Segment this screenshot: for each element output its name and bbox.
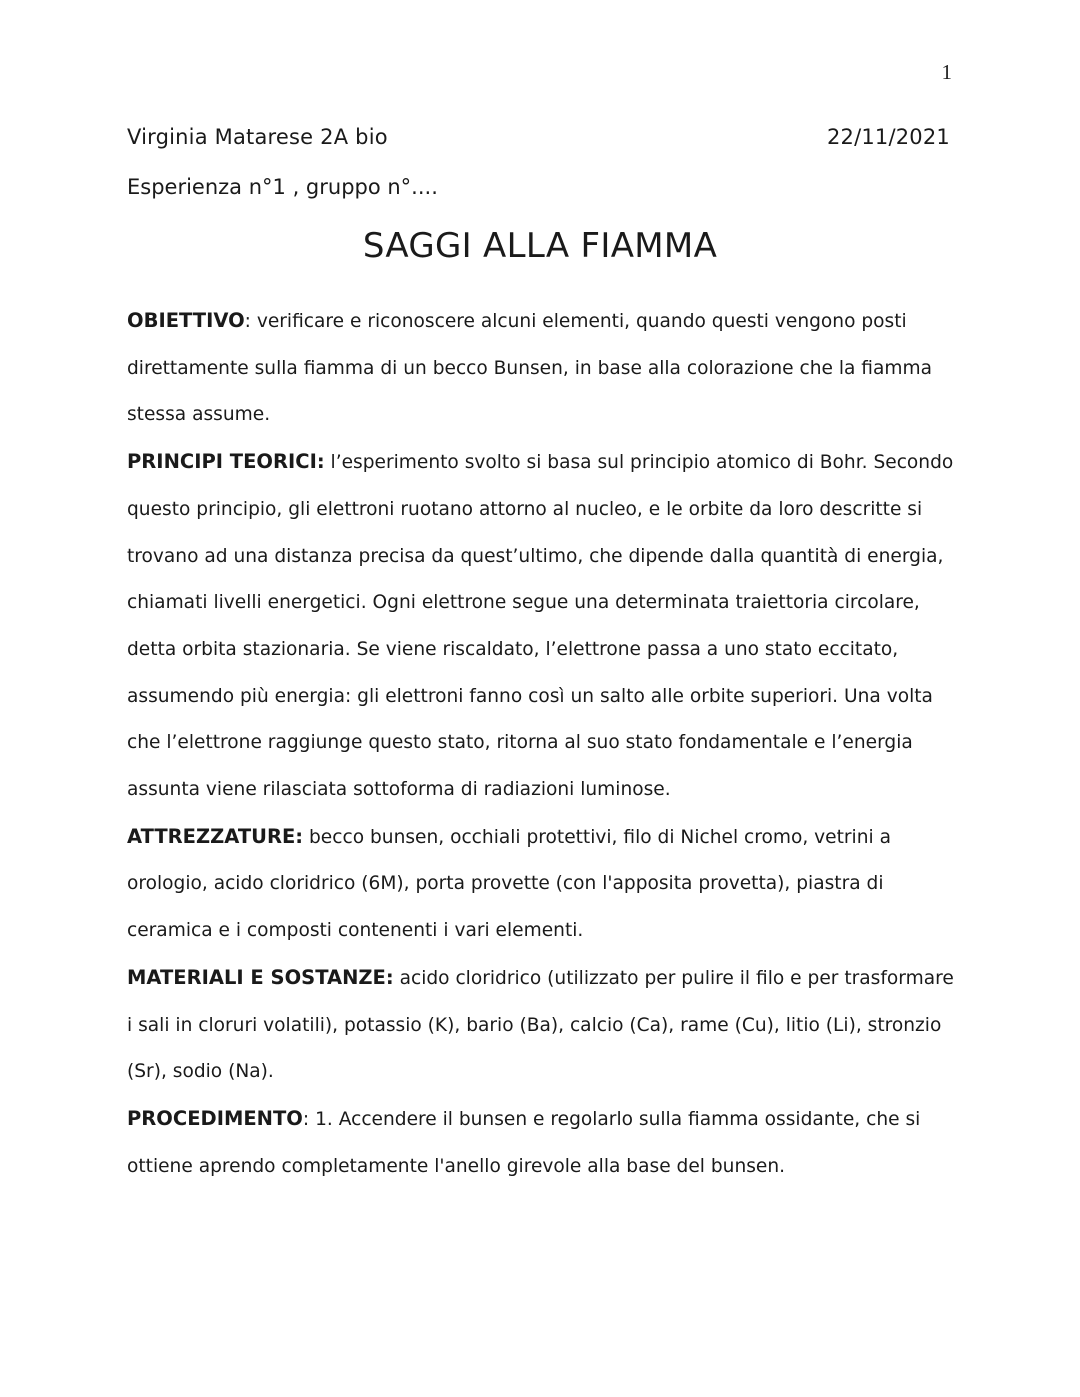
section-materiali	[127, 955, 957, 1096]
section-label: MATERIALI E SOSTANZE:	[127, 965, 394, 989]
section-text: acido cloridrico (utilizzato per pulire il filo e per trasformare i sali in cloruri volatili), potassio (K), bario (Ba), calcio (Ca), rame (Cu), litio (Li), stronzio (Sr), sodio (Na).	[127, 967, 954, 1083]
section-label: PRINCIPI TEORICI:	[127, 450, 325, 474]
section-procedimento	[127, 1096, 957, 1190]
section-label: OBIETTIVO	[127, 309, 245, 332]
page-number: 1	[941, 60, 952, 84]
section-label: ATTREZZATURE:	[127, 824, 304, 848]
document-body	[127, 298, 957, 1190]
experience-line: Esperienza n°1 , gruppo n°....	[127, 175, 438, 199]
author-line: Virginia Matarese 2A bio	[127, 125, 388, 149]
section-text: l’esperimento svolto si basa sul principio atomico di Bohr. Secondo questo principio, gli elettroni ruotano attorno al nucleo, e le orbite da loro descritte si trovano ad una distanza precisa da quest’ultimo, che dipende dalla quantità di energia, chiamati livelli energetici. Ogni elettrone segue una determinata traiettoria circolare, detta orbita stazionaria. Se viene riscaldato, l’elettrone passa a uno stato eccitato, assumendo più energia: gli elettroni fanno così un salto alle orbite superiori. Una volta che l’elettrone raggiunge questo stato, ritorna al suo stato fondamentale e l’energia assunta viene rilasciata sottoforma di radiazioni luminose.	[127, 452, 954, 801]
section-attrezzature	[127, 814, 957, 955]
section-text: becco bunsen, occhiali protettivi, filo di Nichel cromo, vetrini a orologio, acido cloridrico (6M), porta provette (con l'apposita provetta), piastra di ceramica e i composti contenenti i vari elementi.	[127, 826, 891, 942]
date: 22/11/2021	[826, 125, 950, 149]
document-header	[127, 125, 950, 149]
section-label: PROCEDIMENTO	[127, 1106, 303, 1130]
page-title: SAGGI ALLA FIAMMA	[362, 226, 718, 266]
section-obiettivo	[127, 298, 957, 439]
section-text: : verificare e riconoscere alcuni elementi, quando questi vengono posti direttamente sulla fiamma di un becco Bunsen, in base alla colorazione che la fiamma stessa assume.	[127, 311, 933, 426]
section-text: : 1. Accendere il bunsen e regolarlo sulla fiamma ossidante, che si ottiene aprendo completamente l'anello girevole alla base del bunsen.	[127, 1108, 921, 1177]
section-principi-teorici	[127, 439, 957, 814]
